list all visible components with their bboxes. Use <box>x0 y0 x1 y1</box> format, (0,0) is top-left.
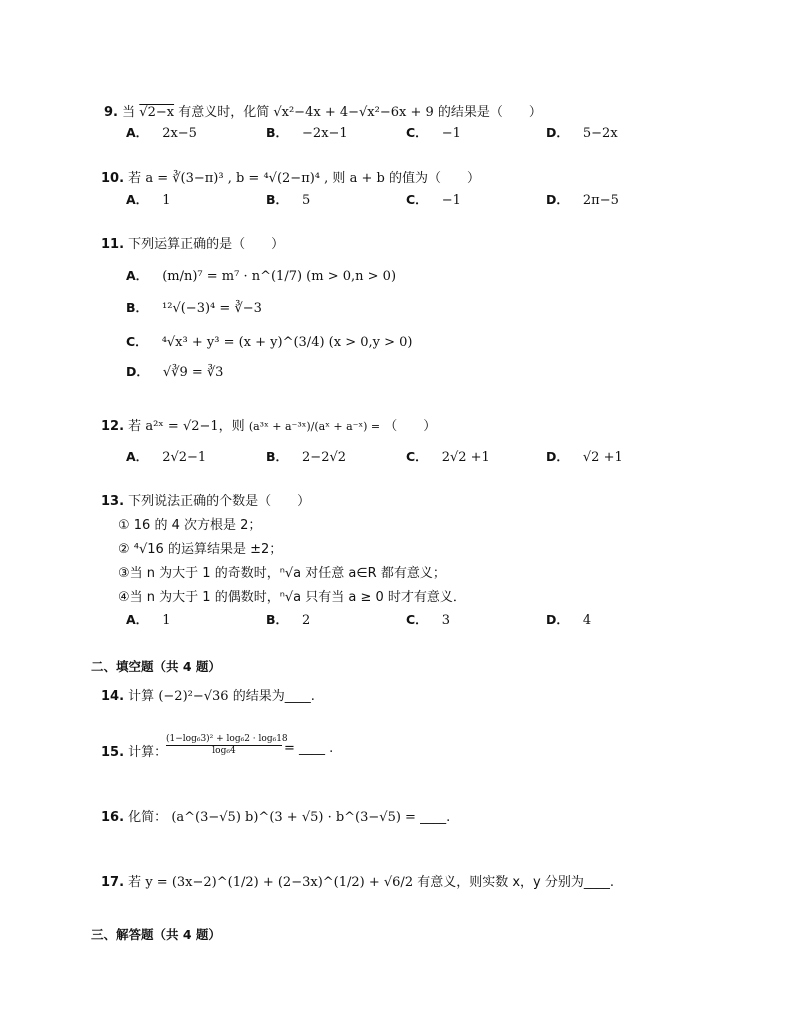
q17-number: 17. <box>101 875 125 890</box>
q12-number: 12. <box>101 419 125 434</box>
q14-stem-b: 的结果为____. <box>232 689 315 704</box>
q12-stem-b: （ ） <box>384 419 437 434</box>
q13-option-d: D． 4 <box>546 612 592 628</box>
section-3-title: 三、解答题（共 4 题） <box>91 927 221 942</box>
q11-option-d: D． √∛9 = ∛3 <box>126 364 224 380</box>
q15-stem-a: 计算： <box>128 745 168 760</box>
q15-numerator: (1−log₆3)² + log₆2 · log₆18 <box>166 734 288 744</box>
q17-expr: y = (3x−2)^(1/2) + (2−3x)^(1/2) + √6/2 <box>145 875 414 890</box>
q10-expr: a = ∛(3−π)³ , b = ⁴√(2−π)⁴ , 则 <box>145 171 346 186</box>
q12-expr: a²ˣ = √2−1，则 <box>145 419 245 434</box>
q13-item-2: ② ⁴√16 的运算结果是 ±2； <box>118 542 283 557</box>
q10-option-b: B． 5 <box>266 192 311 208</box>
q11-number: 11. <box>101 237 125 252</box>
q9-expr2: √x²−4x + 4−√x²−6x + 9 <box>273 105 434 120</box>
q9-stem-b: 有意义时，化简 <box>178 105 270 120</box>
q17-stem <box>101 871 614 890</box>
q13-option-b: B． 2 <box>266 612 311 628</box>
q17-stem-b: 有意义，则实数 x，y 分别为____. <box>417 875 615 890</box>
q15-number: 15. <box>101 745 125 760</box>
q13-number: 13. <box>101 494 125 509</box>
q12-option-b: B． 2−2√2 <box>266 449 347 465</box>
q14-number: 14. <box>101 689 125 704</box>
q11-stem-text: 下列运算正确的是（ ） <box>128 237 285 252</box>
q10-stem-a: 若 <box>128 171 142 186</box>
q12-stem <box>101 415 436 434</box>
q13-option-c: C． 3 <box>406 612 450 628</box>
q15-tail: = ____ . <box>284 741 334 756</box>
q11-option-c: C． ⁴√x³ + y³ = (x + y)^(3/4) (x > 0,y > 0) <box>126 334 413 350</box>
q9-expr1: √2−x <box>139 105 175 120</box>
q12-option-a: A． 2√2−1 <box>126 449 207 465</box>
q12-frac: (a³ˣ + a⁻³ˣ)/(aˣ + a⁻ˣ) = <box>248 420 381 433</box>
q14-expr: (−2)²−√36 <box>158 689 229 704</box>
q10-option-a: A． 1 <box>126 192 171 208</box>
q9-option-a: A． 2x−5 <box>126 125 197 141</box>
q15-number-label <box>101 741 167 760</box>
q15-fraction <box>166 734 288 756</box>
q10-stem <box>101 167 480 186</box>
q9-option-d: D． 5−2x <box>546 125 618 141</box>
q9-stem-a: 当 <box>122 105 136 120</box>
q11-option-a: A． (m/n)⁷ = m⁷ · n^(1/7) (m > 0,n > 0) <box>126 268 397 284</box>
q9-option-b: B． −2x−1 <box>266 125 348 141</box>
q10-option-d: D． 2π−5 <box>546 192 619 208</box>
q17-stem-a: 若 <box>128 875 142 890</box>
q13-option-a: A． 1 <box>126 612 171 628</box>
q15-denominator: log₆4 <box>212 746 236 756</box>
q16-stem <box>101 806 450 825</box>
q16-tail: ____. <box>420 810 451 825</box>
q10-number: 10. <box>101 171 125 186</box>
q14-stem-a: 计算 <box>128 689 155 704</box>
q13-stem-text: 下列说法正确的个数是（ ） <box>128 494 311 509</box>
q9-option-c: C． −1 <box>406 125 461 141</box>
q12-option-d: D． √2 +1 <box>546 449 623 465</box>
section-2-title: 二、填空题（共 4 题） <box>91 659 221 674</box>
q13-item-1: ① 16 的 4 次方根是 2； <box>118 518 262 533</box>
q10-stem-b: 的值为（ ） <box>388 171 480 186</box>
q11-stem <box>101 233 284 252</box>
q12-stem-a: 若 <box>128 419 142 434</box>
q9-stem <box>104 101 542 120</box>
q9-number: 9. <box>104 105 118 120</box>
q13-item-4: ④当 n 为大于 1 的偶数时，ⁿ√a 只有当 a ≥ 0 时才有意义． <box>118 590 466 605</box>
q10-option-c: C． −1 <box>406 192 461 208</box>
q16-expr: (a^(3−√5) b)^(3 + √5) · b^(3−√5) = <box>171 810 416 825</box>
q11-option-b: B． ¹²√(−3)⁴ = ∛−3 <box>126 300 262 316</box>
q12-option-c: C． 2√2 +1 <box>406 449 490 465</box>
q9-stem-c: 的结果是（ ） <box>437 105 542 120</box>
q13-item-3: ③当 n 为大于 1 的奇数时，ⁿ√a 对任意 a∈R 都有意义； <box>118 566 446 581</box>
q10-expr2: a + b <box>349 171 385 186</box>
q16-number: 16. <box>101 810 125 825</box>
q14-stem <box>101 685 315 704</box>
q16-stem-a: 化简： <box>128 810 168 825</box>
q13-stem <box>101 490 310 509</box>
